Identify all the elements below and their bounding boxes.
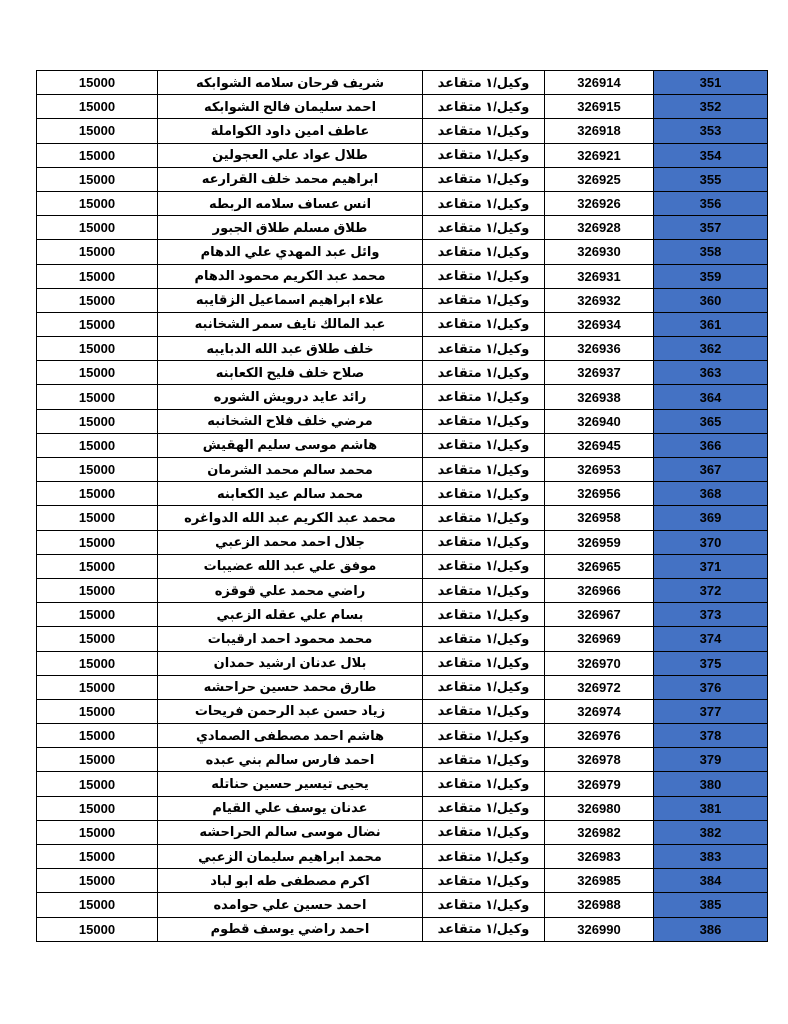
sequence-number-cell: 382 — [654, 820, 768, 844]
table-row — [37, 288, 768, 312]
sequence-number-cell: 358 — [654, 240, 768, 264]
rank-cell: وكيل/١ متقاعد — [423, 337, 545, 361]
table-row — [37, 167, 768, 191]
rank-cell: وكيل/١ متقاعد — [423, 845, 545, 869]
table-row — [37, 627, 768, 651]
amount-cell: 15000 — [37, 191, 158, 215]
table-row — [37, 337, 768, 361]
name-cell: رائد عايد درويش الشوره — [158, 385, 423, 409]
rank-cell: وكيل/١ متقاعد — [423, 71, 545, 95]
sequence-number-cell: 375 — [654, 651, 768, 675]
table-row — [37, 893, 768, 917]
sequence-number-cell: 385 — [654, 893, 768, 917]
amount-cell: 15000 — [37, 433, 158, 457]
amount-cell: 15000 — [37, 119, 158, 143]
name-cell: احمد حسين علي حوامده — [158, 893, 423, 917]
id-number-cell: 326990 — [545, 917, 654, 941]
name-cell: بسام علي عقله الزعبي — [158, 603, 423, 627]
sequence-number-cell: 380 — [654, 772, 768, 796]
amount-cell: 15000 — [37, 167, 158, 191]
rank-cell: وكيل/١ متقاعد — [423, 458, 545, 482]
id-number-cell: 326974 — [545, 699, 654, 723]
rank-cell: وكيل/١ متقاعد — [423, 288, 545, 312]
id-number-cell: 326925 — [545, 167, 654, 191]
id-number-cell: 326958 — [545, 506, 654, 530]
amount-cell: 15000 — [37, 845, 158, 869]
rank-cell: وكيل/١ متقاعد — [423, 167, 545, 191]
amount-cell: 15000 — [37, 893, 158, 917]
rank-cell: وكيل/١ متقاعد — [423, 675, 545, 699]
table-row — [37, 482, 768, 506]
amount-cell: 15000 — [37, 385, 158, 409]
id-number-cell: 326965 — [545, 554, 654, 578]
id-number-cell: 326978 — [545, 748, 654, 772]
amount-cell: 15000 — [37, 748, 158, 772]
sequence-number-cell: 366 — [654, 433, 768, 457]
table-row — [37, 240, 768, 264]
id-number-cell: 326983 — [545, 845, 654, 869]
sequence-number-cell: 351 — [654, 71, 768, 95]
amount-cell: 15000 — [37, 264, 158, 288]
rank-cell: وكيل/١ متقاعد — [423, 578, 545, 602]
rank-cell: وكيل/١ متقاعد — [423, 409, 545, 433]
sequence-number-cell: 383 — [654, 845, 768, 869]
sequence-number-cell: 362 — [654, 337, 768, 361]
table-row — [37, 724, 768, 748]
id-number-cell: 326967 — [545, 603, 654, 627]
roster-body — [37, 71, 768, 942]
table-row — [37, 917, 768, 941]
amount-cell: 15000 — [37, 627, 158, 651]
rank-cell: وكيل/١ متقاعد — [423, 264, 545, 288]
name-cell: بلال عدنان ارشيد حمدان — [158, 651, 423, 675]
rank-cell: وكيل/١ متقاعد — [423, 603, 545, 627]
rank-cell: وكيل/١ متقاعد — [423, 95, 545, 119]
rank-cell: وكيل/١ متقاعد — [423, 482, 545, 506]
sequence-number-cell: 354 — [654, 143, 768, 167]
name-cell: علاء ابراهيم اسماعيل الزقايبه — [158, 288, 423, 312]
rank-cell: وكيل/١ متقاعد — [423, 312, 545, 336]
table-row — [37, 651, 768, 675]
table-row — [37, 191, 768, 215]
id-number-cell: 326940 — [545, 409, 654, 433]
sequence-number-cell: 364 — [654, 385, 768, 409]
roster-sheet — [36, 70, 764, 942]
table-row — [37, 409, 768, 433]
rank-cell: وكيل/١ متقاعد — [423, 748, 545, 772]
id-number-cell: 326926 — [545, 191, 654, 215]
id-number-cell: 326928 — [545, 216, 654, 240]
table-row — [37, 95, 768, 119]
table-row — [37, 772, 768, 796]
name-cell: محمد محمود احمد ارقيبات — [158, 627, 423, 651]
table-row — [37, 869, 768, 893]
id-number-cell: 326976 — [545, 724, 654, 748]
name-cell: زياد حسن عبد الرحمن فريحات — [158, 699, 423, 723]
id-number-cell: 326988 — [545, 893, 654, 917]
name-cell: صلاح خلف فليح الكعابنه — [158, 361, 423, 385]
sequence-number-cell: 373 — [654, 603, 768, 627]
table-row — [37, 796, 768, 820]
rank-cell: وكيل/١ متقاعد — [423, 385, 545, 409]
table-row — [37, 119, 768, 143]
amount-cell: 15000 — [37, 361, 158, 385]
table-row — [37, 603, 768, 627]
rank-cell: وكيل/١ متقاعد — [423, 869, 545, 893]
table-row — [37, 71, 768, 95]
table-row — [37, 385, 768, 409]
name-cell: ابراهيم محمد خلف القرارعه — [158, 167, 423, 191]
amount-cell: 15000 — [37, 578, 158, 602]
amount-cell: 15000 — [37, 530, 158, 554]
id-number-cell: 326982 — [545, 820, 654, 844]
rank-cell: وكيل/١ متقاعد — [423, 724, 545, 748]
sequence-number-cell: 353 — [654, 119, 768, 143]
rank-cell: وكيل/١ متقاعد — [423, 506, 545, 530]
amount-cell: 15000 — [37, 216, 158, 240]
table-row — [37, 530, 768, 554]
sequence-number-cell: 369 — [654, 506, 768, 530]
rank-cell: وكيل/١ متقاعد — [423, 893, 545, 917]
id-number-cell: 326969 — [545, 627, 654, 651]
id-number-cell: 326959 — [545, 530, 654, 554]
id-number-cell: 326953 — [545, 458, 654, 482]
id-number-cell: 326934 — [545, 312, 654, 336]
table-row — [37, 361, 768, 385]
name-cell: اكرم مصطفى طه ابو لباد — [158, 869, 423, 893]
name-cell: عدنان يوسف علي القيام — [158, 796, 423, 820]
table-row — [37, 845, 768, 869]
sequence-number-cell: 356 — [654, 191, 768, 215]
name-cell: هاشم احمد مصطفى الصمادي — [158, 724, 423, 748]
name-cell: وائل عبد المهدي علي الدهام — [158, 240, 423, 264]
amount-cell: 15000 — [37, 482, 158, 506]
name-cell: هاشم موسى سليم الهقيش — [158, 433, 423, 457]
amount-cell: 15000 — [37, 143, 158, 167]
id-number-cell: 326932 — [545, 288, 654, 312]
name-cell: طلال عواد علي العجولين — [158, 143, 423, 167]
name-cell: طلاق مسلم طلاق الجبور — [158, 216, 423, 240]
amount-cell: 15000 — [37, 288, 158, 312]
sequence-number-cell: 355 — [654, 167, 768, 191]
sequence-number-cell: 368 — [654, 482, 768, 506]
id-number-cell: 326915 — [545, 95, 654, 119]
name-cell: محمد سالم محمد الشرمان — [158, 458, 423, 482]
id-number-cell: 326966 — [545, 578, 654, 602]
name-cell: طارق محمد حسين حراحشه — [158, 675, 423, 699]
sequence-number-cell: 361 — [654, 312, 768, 336]
name-cell: محمد عبد الكريم عبد الله الدواغره — [158, 506, 423, 530]
id-number-cell: 326918 — [545, 119, 654, 143]
id-number-cell: 326985 — [545, 869, 654, 893]
amount-cell: 15000 — [37, 506, 158, 530]
sequence-number-cell: 377 — [654, 699, 768, 723]
amount-cell: 15000 — [37, 458, 158, 482]
name-cell: راضي محمد علي قوقزه — [158, 578, 423, 602]
id-number-cell: 326956 — [545, 482, 654, 506]
id-number-cell: 326980 — [545, 796, 654, 820]
table-row — [37, 433, 768, 457]
id-number-cell: 326921 — [545, 143, 654, 167]
name-cell: احمد سليمان فالح الشوابكه — [158, 95, 423, 119]
sequence-number-cell: 359 — [654, 264, 768, 288]
sequence-number-cell: 352 — [654, 95, 768, 119]
amount-cell: 15000 — [37, 337, 158, 361]
table-row — [37, 748, 768, 772]
name-cell: محمد سالم عيد الكعابنه — [158, 482, 423, 506]
name-cell: عاطف امين داود الكواملة — [158, 119, 423, 143]
sequence-number-cell: 374 — [654, 627, 768, 651]
rank-cell: وكيل/١ متقاعد — [423, 554, 545, 578]
table-row — [37, 506, 768, 530]
name-cell: موفق علي عبد الله عضيبات — [158, 554, 423, 578]
name-cell: عبد المالك نايف سمر الشخانبه — [158, 312, 423, 336]
table-row — [37, 264, 768, 288]
amount-cell: 15000 — [37, 772, 158, 796]
sequence-number-cell: 367 — [654, 458, 768, 482]
id-number-cell: 326938 — [545, 385, 654, 409]
name-cell: احمد راضي يوسف قطوم — [158, 917, 423, 941]
amount-cell: 15000 — [37, 71, 158, 95]
amount-cell: 15000 — [37, 651, 158, 675]
id-number-cell: 326979 — [545, 772, 654, 796]
rank-cell: وكيل/١ متقاعد — [423, 796, 545, 820]
sequence-number-cell: 384 — [654, 869, 768, 893]
table-row — [37, 143, 768, 167]
rank-cell: وكيل/١ متقاعد — [423, 433, 545, 457]
id-number-cell: 326937 — [545, 361, 654, 385]
id-number-cell: 326970 — [545, 651, 654, 675]
id-number-cell: 326914 — [545, 71, 654, 95]
sequence-number-cell: 370 — [654, 530, 768, 554]
sequence-number-cell: 379 — [654, 748, 768, 772]
rank-cell: وكيل/١ متقاعد — [423, 216, 545, 240]
id-number-cell: 326930 — [545, 240, 654, 264]
name-cell: يحيى تيسير حسين حناتله — [158, 772, 423, 796]
amount-cell: 15000 — [37, 312, 158, 336]
table-row — [37, 312, 768, 336]
name-cell: شريف فرحان سلامه الشوابكه — [158, 71, 423, 95]
name-cell: انس عساف سلامه الربطه — [158, 191, 423, 215]
id-number-cell: 326972 — [545, 675, 654, 699]
name-cell: خلف طلاق عبد الله الدبايبه — [158, 337, 423, 361]
sequence-number-cell: 381 — [654, 796, 768, 820]
sequence-number-cell: 376 — [654, 675, 768, 699]
sequence-number-cell: 357 — [654, 216, 768, 240]
amount-cell: 15000 — [37, 917, 158, 941]
rank-cell: وكيل/١ متقاعد — [423, 699, 545, 723]
amount-cell: 15000 — [37, 95, 158, 119]
rank-cell: وكيل/١ متقاعد — [423, 240, 545, 264]
amount-cell: 15000 — [37, 869, 158, 893]
rank-cell: وكيل/١ متقاعد — [423, 530, 545, 554]
id-number-cell: 326936 — [545, 337, 654, 361]
rank-cell: وكيل/١ متقاعد — [423, 651, 545, 675]
rank-cell: وكيل/١ متقاعد — [423, 361, 545, 385]
id-number-cell: 326931 — [545, 264, 654, 288]
sequence-number-cell: 365 — [654, 409, 768, 433]
name-cell: نضال موسى سالم الحراحشه — [158, 820, 423, 844]
table-row — [37, 675, 768, 699]
rank-cell: وكيل/١ متقاعد — [423, 191, 545, 215]
amount-cell: 15000 — [37, 603, 158, 627]
rank-cell: وكيل/١ متقاعد — [423, 627, 545, 651]
name-cell: محمد عبد الكريم محمود الدهام — [158, 264, 423, 288]
name-cell: محمد ابراهيم سليمان الزعبي — [158, 845, 423, 869]
table-row — [37, 699, 768, 723]
amount-cell: 15000 — [37, 724, 158, 748]
rank-cell: وكيل/١ متقاعد — [423, 772, 545, 796]
amount-cell: 15000 — [37, 699, 158, 723]
name-cell: جلال احمد محمد الزعبي — [158, 530, 423, 554]
rank-cell: وكيل/١ متقاعد — [423, 143, 545, 167]
amount-cell: 15000 — [37, 820, 158, 844]
sequence-number-cell: 386 — [654, 917, 768, 941]
amount-cell: 15000 — [37, 554, 158, 578]
amount-cell: 15000 — [37, 240, 158, 264]
name-cell: مرضي خلف فلاح الشخانبه — [158, 409, 423, 433]
table-row — [37, 458, 768, 482]
table-row — [37, 578, 768, 602]
name-cell: احمد فارس سالم بني عبده — [158, 748, 423, 772]
sequence-number-cell: 378 — [654, 724, 768, 748]
amount-cell: 15000 — [37, 675, 158, 699]
table-row — [37, 216, 768, 240]
rank-cell: وكيل/١ متقاعد — [423, 119, 545, 143]
table-row — [37, 554, 768, 578]
id-number-cell: 326945 — [545, 433, 654, 457]
amount-cell: 15000 — [37, 796, 158, 820]
sequence-number-cell: 360 — [654, 288, 768, 312]
amount-cell: 15000 — [37, 409, 158, 433]
sequence-number-cell: 371 — [654, 554, 768, 578]
sequence-number-cell: 372 — [654, 578, 768, 602]
sequence-number-cell: 363 — [654, 361, 768, 385]
rank-cell: وكيل/١ متقاعد — [423, 820, 545, 844]
roster-table — [36, 70, 768, 942]
table-row — [37, 820, 768, 844]
rank-cell: وكيل/١ متقاعد — [423, 917, 545, 941]
